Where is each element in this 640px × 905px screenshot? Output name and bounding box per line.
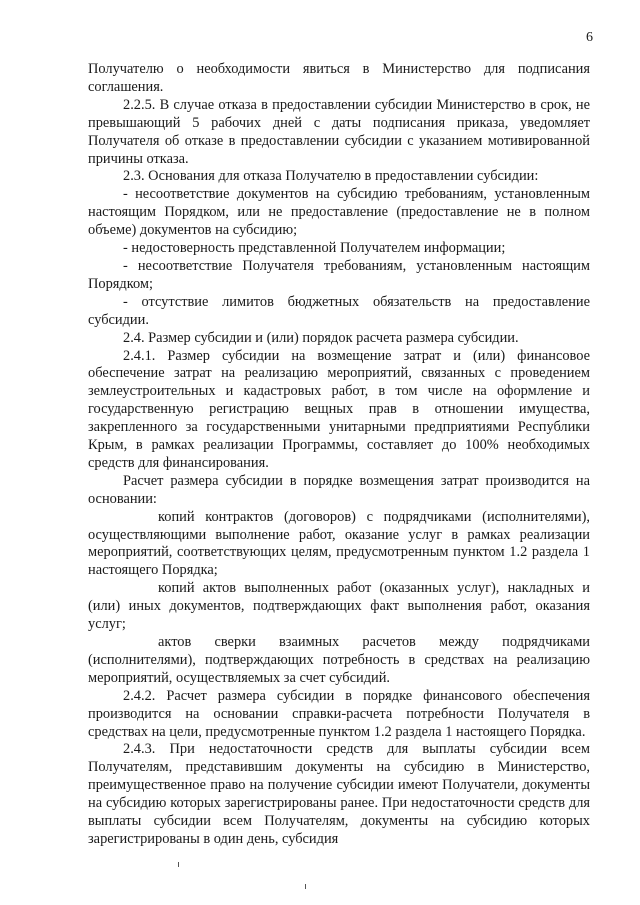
paragraph-2-4: 2.4. Размер субсидии и (или) порядок расчета размера субсидии. <box>123 329 519 346</box>
scan-artifact-mark <box>305 884 306 889</box>
paragraph-2-3: 2.3. Основания для отказа Получателю в предоставлении субсидии: <box>123 168 539 185</box>
page-number: 6 <box>586 30 593 45</box>
list-item-acts: копий актов выполненных работ (оказанных услуг), накладных и (или) иных документов, подтверждающих факт выполнения работ, оказания услуг; <box>88 580 590 633</box>
paragraph-calculation-basis: Расчет размера субсидии в порядке возмещения затрат производится на основании: <box>88 472 590 507</box>
list-item-refusal-4: - отсутствие лимитов бюджетных обязательств на предоставление субсидии. <box>88 293 590 328</box>
list-item-refusal-3: - несоответствие Получателя требованиям, установленным настоящим Порядком; <box>88 257 590 292</box>
list-item-contracts: копий контрактов (договоров) с подрядчиками (исполнителями), осуществляющими выполнение работ, оказание услуг в рамках реализации мероприятий, соответствующих целям, предусмотренным пунктом 1.2 раздела 1 настоящего Порядка; <box>88 508 590 579</box>
list-item-refusal-2: - недостоверность представленной Получателем информации; <box>123 240 506 257</box>
list-item-refusal-1: - несоответствие документов на субсидию требованиям, установленным настоящим Порядком, или не предоставление (предоставление не в полном объеме) документов на субсидию; <box>88 186 590 239</box>
paragraph-2-4-3: 2.4.3. При недостаточности средств для выплаты субсидии всем Получателям, представившим документы на субсидию в Министерство, преимущественное право на получение субсидии имеют Получатели, документы на субсидию которых зарегистрированы ранее. При недостаточности средств для выплаты субсидии всем Получателям, документы на субсидию которых зарегистрированы в один день, субсидия <box>88 741 590 847</box>
list-item-reconciliation: актов сверки взаимных расчетов между подрядчиками (исполнителями), подтверждающих потребность в средствах на реализацию мероприятий, осуществляемых за счет субсидий. <box>88 634 590 686</box>
document-body <box>88 61 590 849</box>
paragraph-2-2-5: 2.2.5. В случае отказа в предоставлении субсидии Министерство в срок, не превышающий 5 рабочих дней с даты подписания приказа, уведомляет Получателя об отказе в предоставлении субсидии с указанием мотивированной причины отказа. <box>88 96 590 167</box>
paragraph-2-4-2: 2.4.2. Расчет размера субсидии в порядке финансового обеспечения производится на основании справки-расчета потребности Получателя в средствах на цели, предусмотренные пунктом 1.2 раздела 1 настоящего Порядка. <box>88 687 590 740</box>
paragraph-continuation: Получателю о необходимости явиться в Министерство для подписания соглашения. <box>88 61 590 95</box>
scan-artifact-mark <box>178 862 179 867</box>
paragraph-2-4-1: 2.4.1. Размер субсидии на возмещение затрат и (или) финансовое обеспечение затрат на реализацию мероприятий, связанных с проведением землеустроительных и кадастровых работ, в том числе на оформление и государственную регистрацию вещных прав в отношении имущества, закрепленного за государственными унитарными предприятиями Республики Крым, в рамках реализации Программы, составляет до 100% необходимых средств для финансирования. <box>88 347 590 471</box>
